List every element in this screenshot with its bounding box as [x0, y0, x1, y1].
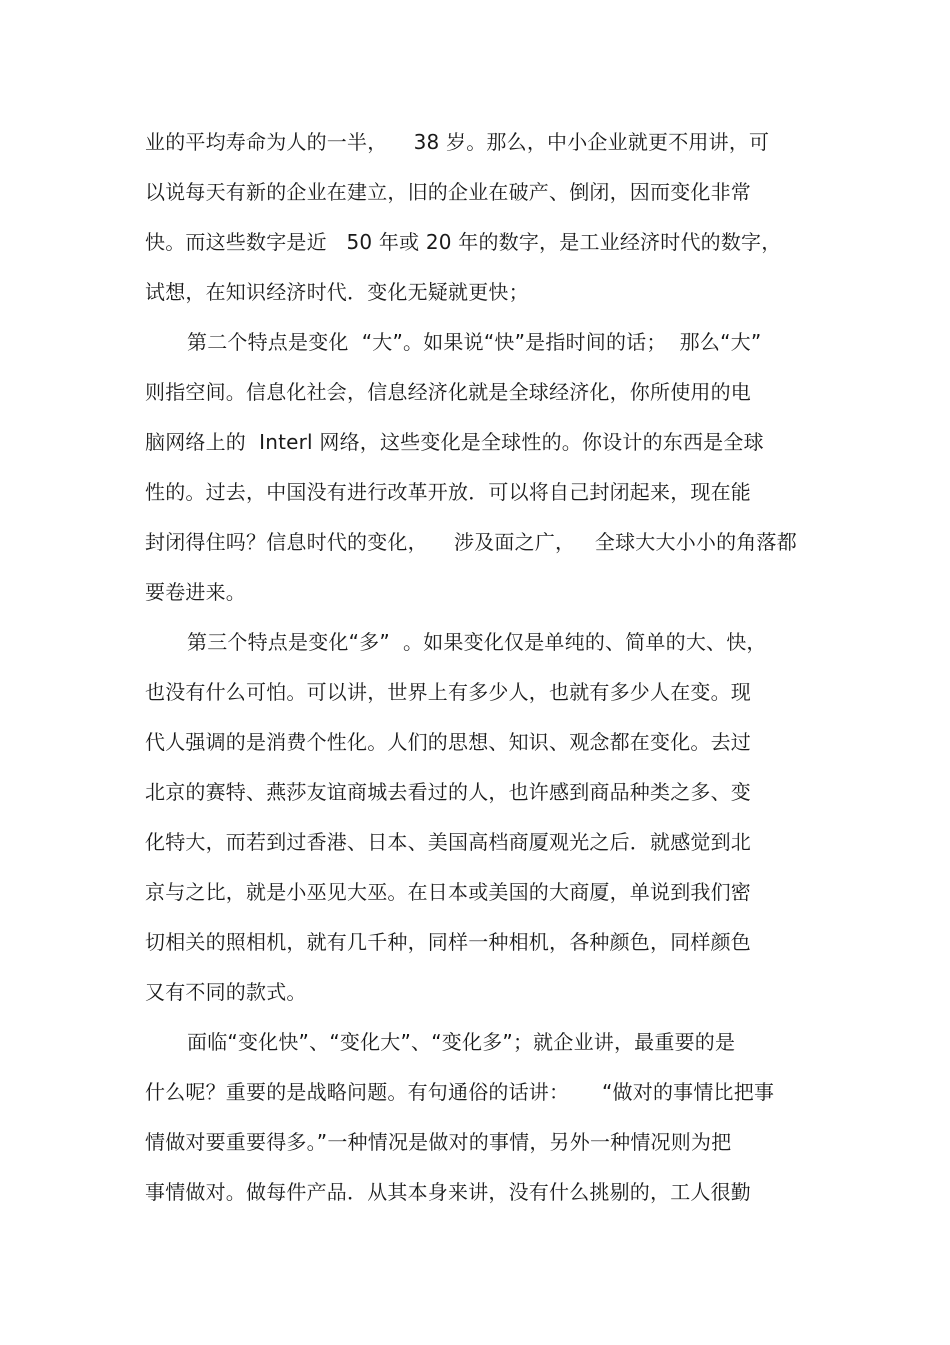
text-line-14: 北京的赛特、燕莎友谊商城去看过的人，也许感到商品种类之多、变 [145, 780, 751, 804]
text-line-1: 业的平均寿命为人的一半， 38 岁。那么，中小企业就更不用讲，可 [145, 130, 770, 154]
text-line-20: 什么呢？重要的是战略问题。有句通俗的话讲： “做对的事情比把事 [145, 1080, 775, 1104]
text-line-17: 切相关的照相机，就有几千种，同样一种相机，各种颜色，同样颜色 [145, 930, 751, 954]
text-line-4: 试想，在知识经济时代．变化无疑就更快； [145, 280, 529, 304]
text-line-10: 要卷进来。 [145, 580, 246, 604]
text-line-9: 封闭得住吗？信息时代的变化， 涉及面之广， 全球大大小小的角落都 [145, 530, 797, 554]
text-line-6: 则指空间。信息化社会，信息经济化就是全球经济化，你所使用的电 [145, 380, 751, 404]
text-line-2: 以说每天有新的企业在建立，旧的企业在破产、倒闭，因而变化非常 [145, 180, 751, 204]
text-line-11: 第三个特点是变化“多” 。如果变化仅是单纯的、简单的大、快， [187, 630, 767, 654]
text-line-5: 第二个特点是变化 “大”。如果说“快”是指时间的话； 那么“大” [187, 330, 762, 354]
text-line-15: 化特大，而若到过香港、日本、美国高档商厦观光之后．就感觉到北 [145, 830, 751, 854]
text-line-19: 面临“变化快”、“变化大”、“变化多”；就企业讲，最重要的是 [187, 1030, 736, 1054]
text-line-13: 代人强调的是消费个性化。人们的思想、知识、观念都在变化。去过 [145, 730, 751, 754]
text-line-7: 脑网络上的 Interl 网络，这些变化是全球性的。你设计的东西是全球 [145, 430, 764, 454]
text-line-21: 情做对要重要得多。”一种情况是做对的事情，另外一种情况则为把 [145, 1130, 732, 1154]
text-line-22: 事情做对。做每件产品．从其本身来讲，没有什么挑剔的，工人很勤 [145, 1180, 751, 1204]
text-line-18: 又有不同的款式。 [145, 980, 307, 1004]
text-line-8: 性的。过去，中国没有进行改革开放．可以将自己封闭起来，现在能 [145, 480, 751, 504]
text-line-12: 也没有什么可怕。可以讲，世界上有多少人，也就有多少人在变。现 [145, 680, 751, 704]
text-line-3: 快。而这些数字是近 50 年或 20 年的数字，是工业经济时代的数字， [145, 230, 782, 254]
text-line-16: 京与之比，就是小巫见大巫。在日本或美国的大商厦，单说到我们密 [145, 880, 751, 904]
